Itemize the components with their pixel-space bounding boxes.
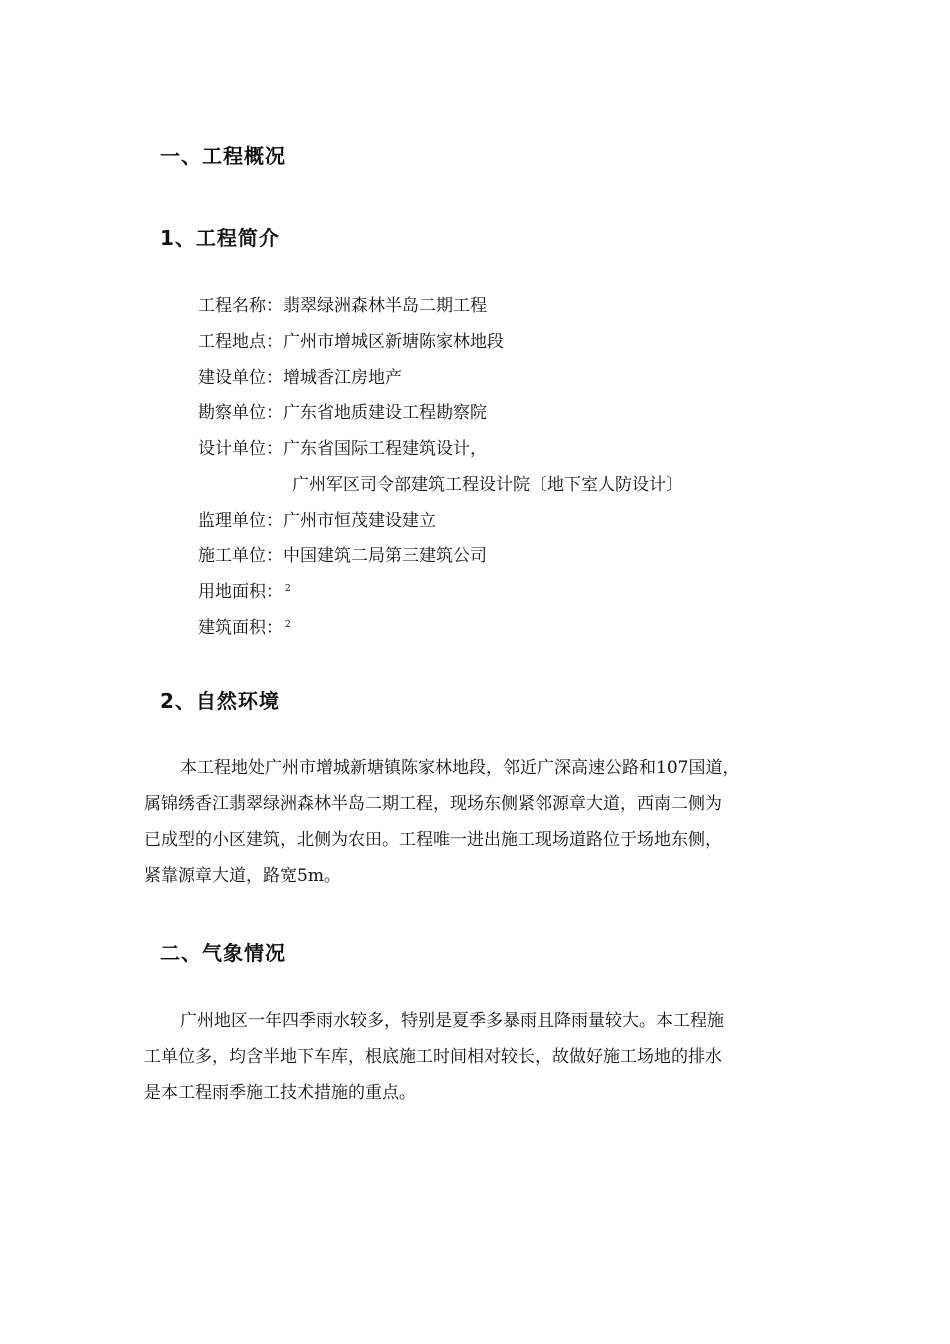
info-label: 工程地点：: [198, 332, 283, 352]
paragraph-line: 已成型的小区建筑，北侧为农田。工程唯一进出施工现场道路位于场地东侧，: [144, 830, 722, 850]
info-row-building-area: [198, 615, 291, 641]
section-heading-overview: 一、工程概况: [160, 144, 286, 168]
paragraph-line: 本工程地处广州市增城新塘镇陈家林地段，邻近广深高速公路和107国道，: [180, 758, 740, 778]
paragraph-line: 广州地区一年四季雨水较多，特别是夏季多暴雨且降雨量较大。本工程施: [180, 1011, 724, 1031]
subsection-heading-intro: 1、工程简介: [160, 226, 280, 250]
info-label: 工程名称：: [198, 296, 283, 316]
info-row-survey-unit: [198, 400, 487, 426]
info-row-supervision-unit: [198, 508, 436, 534]
info-label: 设计单位：: [198, 439, 283, 459]
info-row-project-name: [198, 293, 487, 319]
info-row-developer: [198, 365, 402, 391]
info-label: 施工单位：: [198, 546, 283, 566]
info-value: 中国建筑二局第三建筑公司: [283, 546, 487, 566]
info-row-design-unit: [198, 436, 487, 462]
info-label: 监理单位：: [198, 511, 283, 531]
paragraph-line: 工单位多，均含半地下车库，根底施工时间相对较长，故做好施工场地的排水: [144, 1047, 722, 1067]
paragraph-line: 紧靠源章大道，路宽5m。: [144, 866, 341, 886]
info-label: 用地面积：: [198, 582, 283, 602]
paragraph-line: 是本工程雨季施工技术措施的重点。: [144, 1083, 416, 1103]
info-row-construction-unit: [198, 543, 487, 569]
info-label: 建设单位：: [198, 368, 283, 388]
weather-paragraph: [144, 1003, 834, 1111]
info-label: 建筑面积：: [198, 618, 283, 638]
info-value: 翡翠绿洲森林半岛二期工程: [283, 296, 487, 316]
superscript-unit: 2: [285, 584, 291, 594]
info-value: 增城香江房地产: [283, 368, 402, 388]
info-value: 广州市恒茂建设建立: [283, 511, 436, 531]
info-value: 广东省地质建设工程勘察院: [283, 403, 487, 423]
info-row-project-location: [198, 329, 504, 355]
environment-paragraph: [144, 750, 834, 894]
info-label: 勘察单位：: [198, 403, 283, 423]
superscript-unit: 2: [285, 620, 291, 630]
info-value: 广东省国际工程建筑设计，: [283, 439, 487, 459]
section-heading-weather: 二、气象情况: [160, 941, 286, 965]
info-row-land-area: [198, 579, 291, 605]
subsection-heading-environment: 2、自然环境: [160, 689, 280, 713]
info-row-design-unit-continued: 广州军区司令部建筑工程设计院〔地下室人防设计〕: [292, 475, 683, 495]
info-value: 广州市增城区新塘陈家林地段: [283, 332, 504, 352]
paragraph-line: 属锦绣香江翡翠绿洲森林半岛二期工程，现场东侧紧邻源章大道，西南二侧为: [144, 794, 722, 814]
